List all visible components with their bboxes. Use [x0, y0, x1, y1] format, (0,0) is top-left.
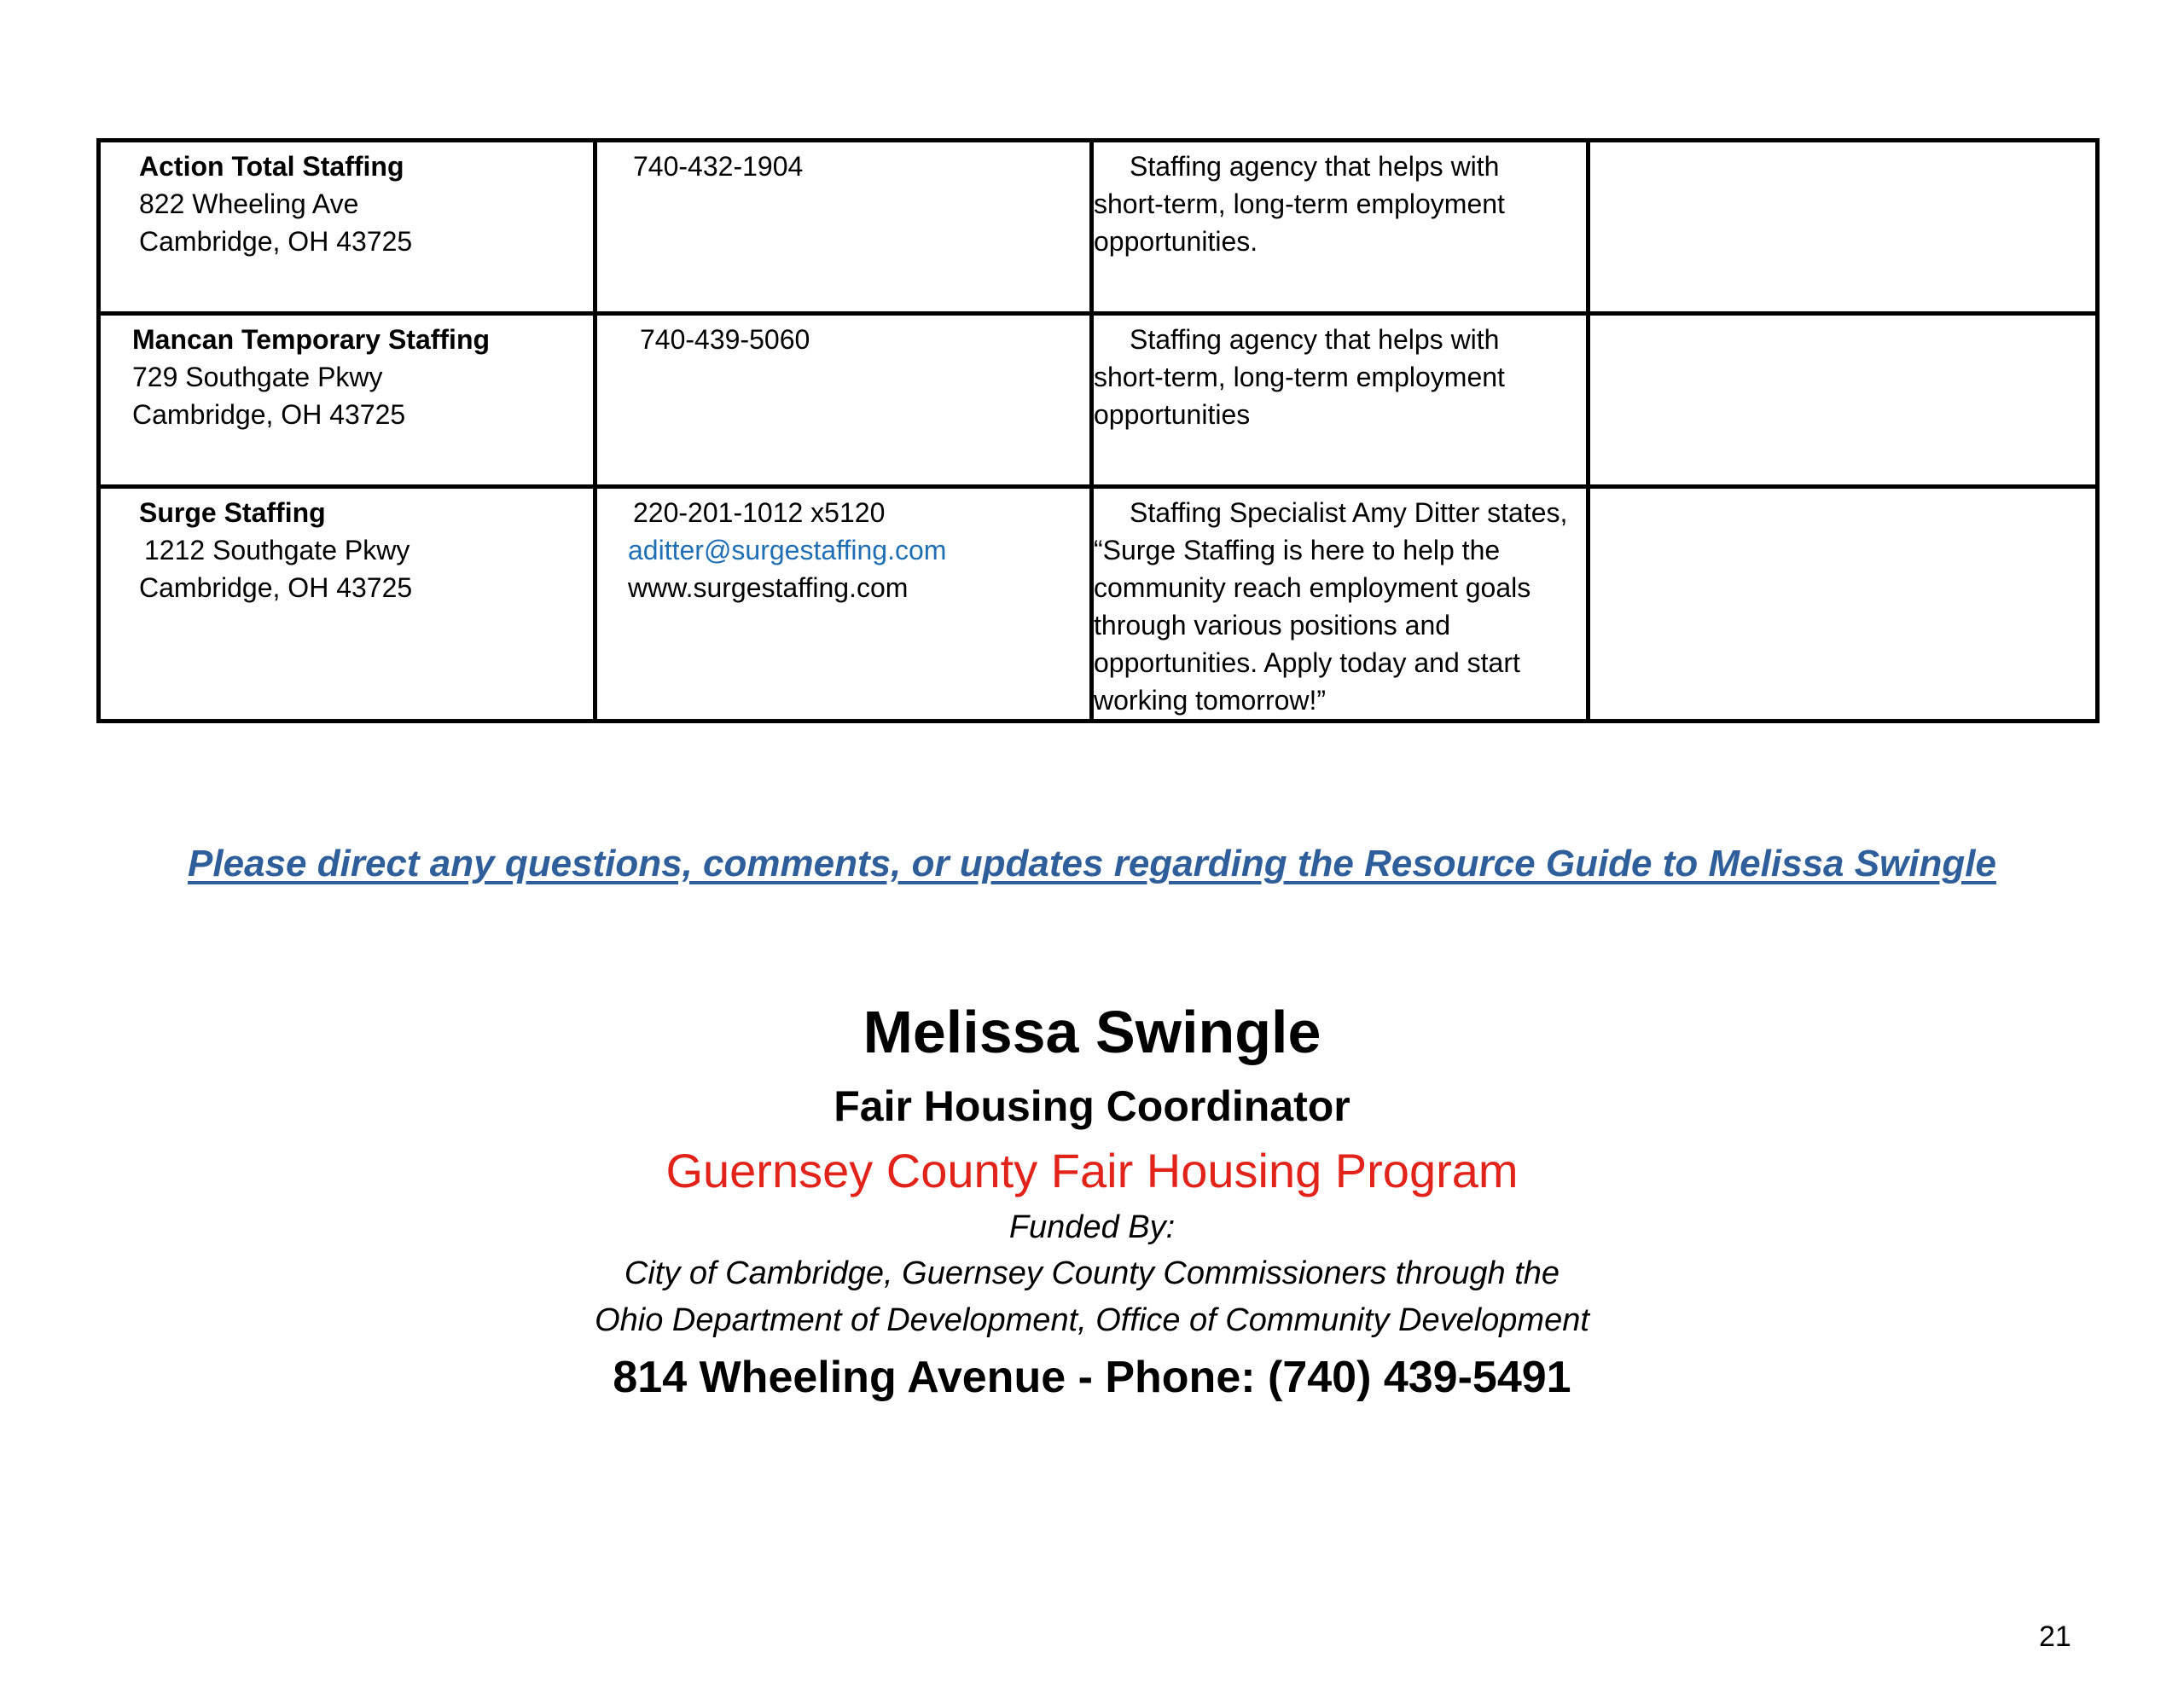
phone-number: 220-201-1012 x5120	[633, 497, 886, 528]
funder-line: Ohio Department of Development, Office of Community Development	[595, 1302, 1589, 1338]
contact-title: Fair Housing Coordinator	[834, 1082, 1350, 1130]
empty-cell	[1589, 487, 2098, 722]
table-row	[99, 314, 2098, 487]
organization-cell	[99, 487, 595, 722]
address-phone: 814 Wheeling Avenue - Phone: (740) 439-5491	[613, 1353, 1571, 1402]
description-line: through various positions and	[1094, 610, 1451, 641]
description-line: opportunities.	[1094, 226, 1258, 257]
description-line: short-term, long-term employment	[1094, 188, 1505, 219]
organization-address-street: 729 Southgate Pkwy	[132, 362, 383, 392]
table-row	[99, 487, 2098, 722]
description-line: opportunities. Apply today and start	[1094, 647, 1520, 678]
funded-by-label: Funded By:	[1008, 1209, 1176, 1245]
description-cell	[1092, 314, 1589, 487]
description-line: working tomorrow!”	[1094, 685, 1327, 716]
organization-name: Mancan Temporary Staffing	[132, 324, 491, 355]
organization-name: Action Total Staffing	[139, 151, 404, 182]
organization-cell	[99, 314, 595, 487]
phone-number: 740-439-5060	[640, 324, 810, 355]
table-row	[99, 141, 2098, 314]
organization-address-street: 822 Wheeling Ave	[139, 188, 359, 219]
organization-address-city: Cambridge, OH 43725	[139, 226, 413, 257]
organization-cell	[99, 141, 595, 314]
page-number: 21	[2039, 1620, 2071, 1653]
organization-name: Surge Staffing	[139, 497, 326, 528]
description-line: Staffing agency that helps with	[1130, 151, 1500, 182]
contact-name: Melissa Swingle	[863, 999, 1321, 1065]
description-line: Staffing agency that helps with	[1130, 324, 1500, 355]
phone-number: 740-432-1904	[633, 151, 804, 182]
description-line: “Surge Staffing is here to help the	[1094, 535, 1501, 565]
resource-table	[96, 138, 2100, 723]
contact-cell	[595, 314, 1092, 487]
description-line: Staffing Specialist Amy Ditter states,	[1130, 497, 1568, 528]
description-cell	[1092, 141, 1589, 314]
description-line: short-term, long-term employment	[1094, 362, 1505, 392]
contact-notice-link[interactable]: Please direct any questions, comments, or updates regarding the Resource Guide to Melissa Swingle	[188, 843, 1996, 884]
website-link[interactable]: www.surgestaffing.com	[628, 572, 909, 603]
empty-cell	[1589, 314, 2098, 487]
funder-line: City of Cambridge, Guernsey County Commissioners through the	[624, 1255, 1560, 1291]
contact-cell	[595, 141, 1092, 314]
email-link[interactable]: aditter@surgestaffing.com	[628, 535, 947, 565]
description-line: opportunities	[1094, 399, 1251, 430]
program-name: Guernsey County Fair Housing Program	[665, 1144, 1519, 1197]
organization-address-city: Cambridge, OH 43725	[139, 572, 413, 603]
organization-address-street: 1212 Southgate Pkwy	[144, 535, 410, 565]
description-cell	[1092, 487, 1589, 722]
empty-cell	[1589, 141, 2098, 314]
description-line: community reach employment goals	[1094, 572, 1531, 603]
organization-address-city: Cambridge, OH 43725	[132, 399, 406, 430]
contact-cell	[595, 487, 1092, 722]
